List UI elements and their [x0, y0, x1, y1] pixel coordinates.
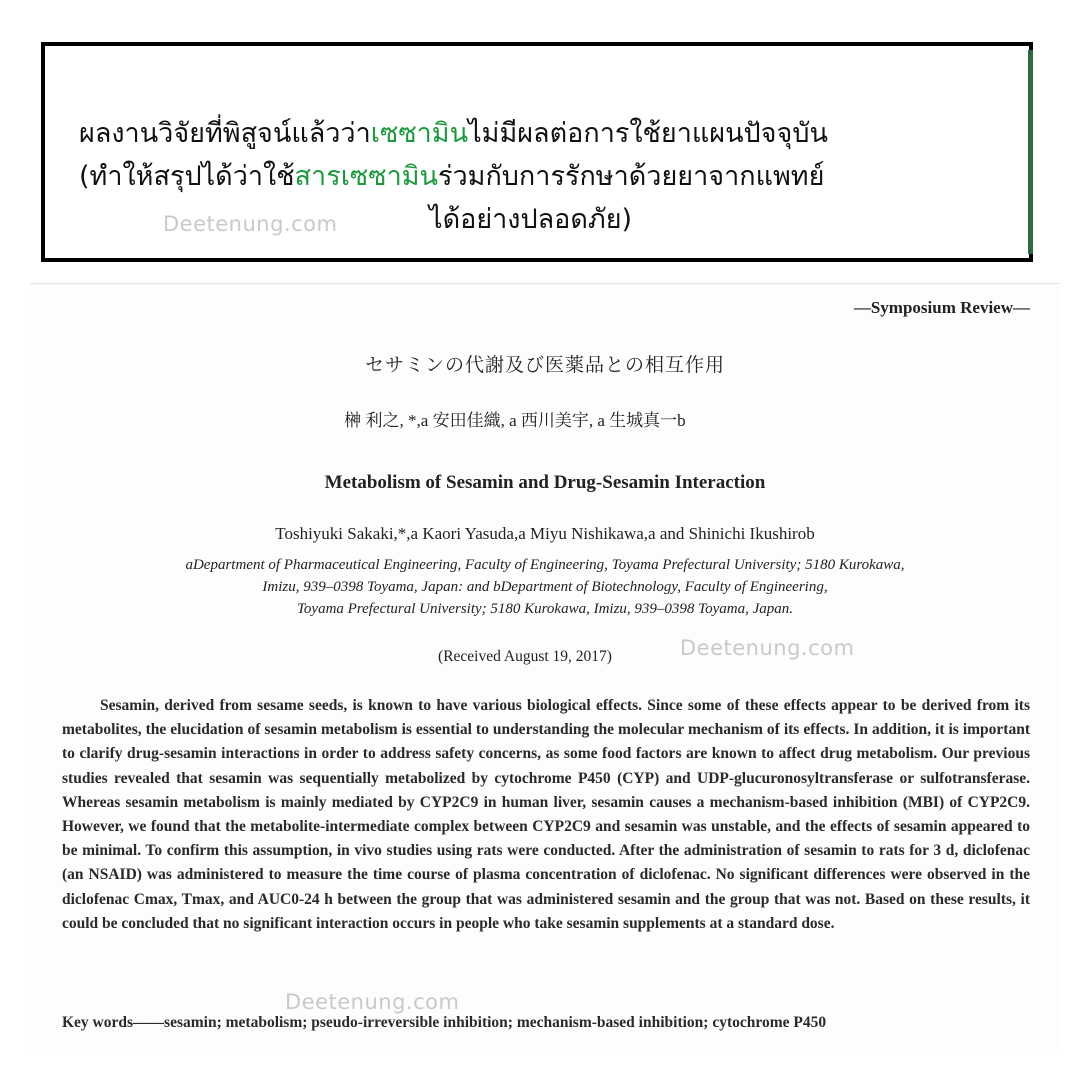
banner-line-1-a: ผลงานวิจัยที่พิสูจน์แล้วว่า [79, 118, 371, 149]
banner-line-2-c: ร่วมกับการรักษาด้วยยาจากแพทย์ [437, 161, 825, 192]
keywords-label: Key words [62, 1014, 134, 1031]
affiliation-line: aDepartment of Pharmaceutical Engineering, Faculty of Engineering, Toyama Prefectural University; 5180 Kurokawa, [185, 557, 905, 573]
banner-line-2-a: (ทำให้สรุปได้ว่าใช้ [79, 161, 295, 192]
banner-accent-stripe [1028, 50, 1033, 254]
section-label: —Symposium Review— [853, 298, 1030, 317]
watermark: Deetenung.com [285, 990, 460, 1014]
affiliation-line: Toyama Prefectural University; 5180 Kurokawa, Imizu, 939–0398 Toyama, Japan. [296, 601, 794, 617]
japanese-title: セサミンの代謝及び医薬品との相互作用 [364, 355, 725, 376]
watermark: Deetenung.com [163, 212, 338, 236]
banner-highlight-sesamin-substance: สารเซซามิน [294, 161, 438, 192]
banner-line-2 [79, 155, 1009, 198]
banner-line-1-c: ไม่มีผลต่อการใช้ยาแผนปัจจุบัน [468, 118, 828, 149]
keywords [62, 1014, 1030, 1032]
affiliations [60, 554, 1030, 620]
watermark: Deetenung.com [680, 636, 855, 660]
received-date: (Received August 19, 2017) [438, 648, 612, 665]
banner-line-3: ได้อย่างปลอดภัย) [429, 204, 633, 235]
keywords-list: ——sesamin; metabolism; pseudo-irreversible inhibition; mechanism-based inhibition; cytochrome P450 [133, 1014, 827, 1031]
japanese-authors: 榊 利之, *,a 安田佳織, a 西川美宇, a 生城真一b [344, 411, 686, 430]
abstract: Sesamin, derived from sesame seeds, is known to have various biological effects. Since some of these effects appear to be derived from its metabolites, the elucidation of sesamin metabolism is essential to understanding the molecular mechanism of its effects. In addition, it is important to clarify drug-sesamin interactions in order to address safety concerns, as some food factors are known to affect drug metabolism. Our previous studies revealed that sesamin was sequentially metabolized by cytochrome P450 (CYP) and UDP-glucuronosyltransferase or sulfotransferase. Whereas sesamin metabolism is mainly mediated by CYP2C9 in human liver, sesamin causes a mechanism-based inhibition (MBI) of CYP2C9. However, we found that the metabolite-intermediate complex between CYP2C9 and sesamin was unstable, and the effects of sesamin appeared to be minimal. To confirm this assumption, in vivo studies using rats were conducted. After the administration of sesamin to rats for 3 d, diclofenac (an NSAID) was administered to measure the time course of plasma concentration of diclofenac. No significant differences were observed in the diclofenac Cmax, Tmax, and AUC0-24 h between the group that was administered sesamin and the group that was not. Based on these results, it could be concluded that no significant interaction occurs in people who take sesamin supplements at a standard dose. [62, 697, 1030, 932]
paper-excerpt [30, 283, 1060, 1049]
banner-highlight-sesamin: เซซามิน [370, 118, 469, 149]
banner-line-1 [79, 112, 1009, 155]
affiliation-line: Imizu, 939–0398 Toyama, Japan: and bDepartment of Biotechnology, Faculty of Engineering, [262, 579, 828, 595]
english-title: Metabolism of Sesamin and Drug-Sesamin Interaction [324, 472, 766, 493]
author-list: Toshiyuki Sakaki,*,a Kaori Yasuda,a Miyu Nishikawa,a and Shinichi Ikushirob [275, 524, 815, 543]
